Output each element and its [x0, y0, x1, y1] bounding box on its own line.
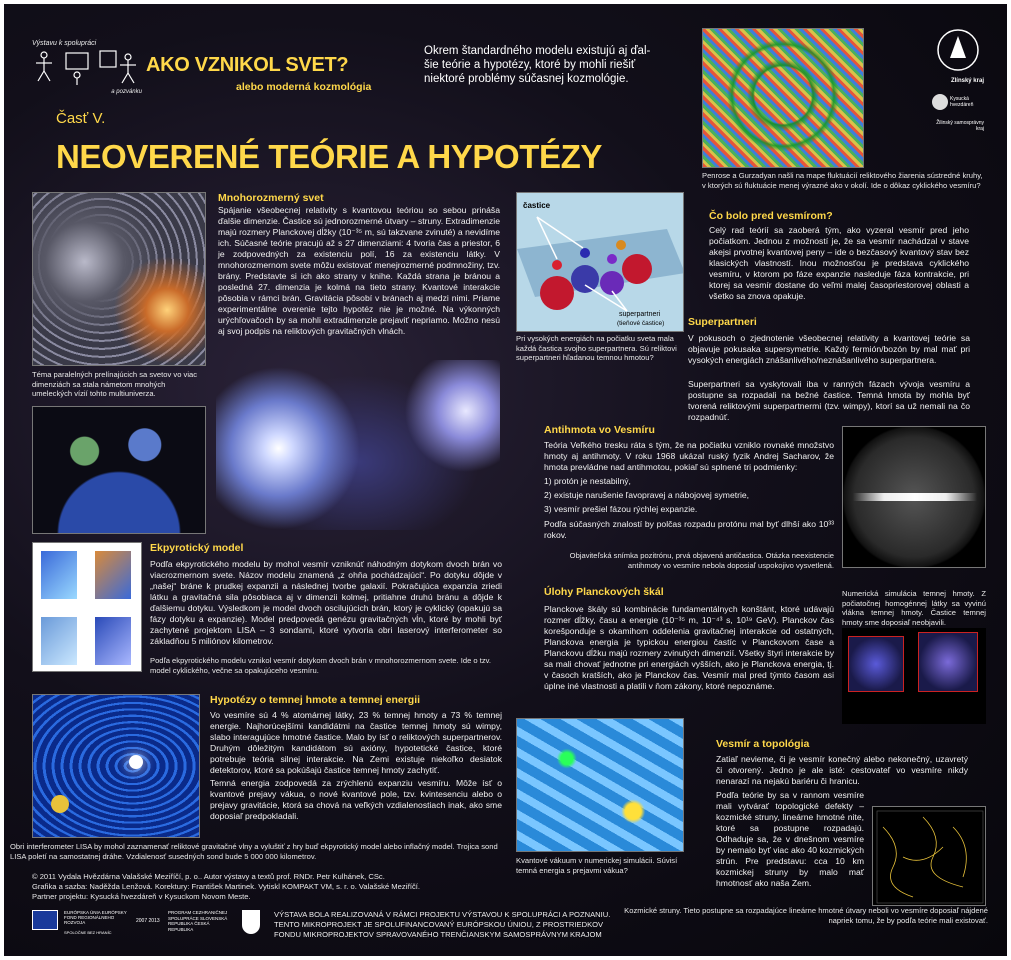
main-title: NEOVERENÉ TEÓRIE A HYPOTÉZY — [56, 138, 603, 175]
dm-sim-caption: Numerická simulácia temnej hmoty. Z počiatočnej homogénnej látky sa vyvinú vlákna temnej hmoty. Častice temnej hmoty sme doposiaľ neobjavili. — [842, 589, 986, 627]
topologia-text1: Zatiaľ nevieme, či je vesmír konečný alebo nekonečný, uzavretý či otvorený. Jedno je ale isté: cestovateľ vo vesmíre nikdy nenarazí na nejakú bariéru či hranicu. — [716, 754, 968, 786]
eu-flag-icon — [32, 910, 58, 930]
antihmota-outro: Podľa súčasných znalostí by polčas rozpadu protónu mal byť dlhší ako 10³³ rokov. — [544, 519, 834, 540]
quantum-vacuum-image — [516, 718, 684, 852]
temna-heading: Hypotézy o temnej hmote a temnej energii — [210, 694, 421, 706]
stick-figures-icon — [32, 47, 142, 89]
planck-heading: Úlohy Planckových škál — [544, 586, 664, 598]
cosmic-strings-image — [872, 806, 986, 906]
brand-bottom-text: a pozvánku — [111, 89, 142, 95]
temna-text2: Temná energia zodpovedá za zrýchlenú expanziu vesmíru. Môže ísť o kvantové prejavy vákua, o nové kvantové pole, tzv. kvintesenciu alebo o prejavy gravitácie, ktorá sa chová na veľkých vzdialenostiach inak, ako sme doposiaľ predpokladali. — [210, 778, 502, 821]
program-logo — [136, 910, 234, 938]
superpartneri-heading: Superpartneri — [688, 316, 757, 328]
cmb-caption: Penrose a Gurzadyan našli na mape fluktuácií reliktového žiarenia sústredné kruhy, v ktorých sú fluktuácie menej výrazné ako v okolí. Ide o dôkaz cyklického vesmíru? — [702, 171, 983, 190]
superpartneri-text1: V pokusoch o zjednotenie všeobecnej relativity a kvantovej teórie sa objavuje pokusaka supersymetrie. Každý fermión/bozón by mal mať pri vysokých energiách znášanlivého/neznášanlivého superpartnera. — [688, 333, 970, 365]
part-number: Časť V. — [56, 110, 106, 127]
mnohorozmerny-text: Spájanie všeobecnej relativity s kvantovou teóriou so sebou prináša ďalšie dimenzie. Častice sú jednorozmerné útvary – struny. Extradimenzie majú rozmery Planckovej dĺžky (10⁻³⁵ m, sú takzvane zvinuté) a nevidíme ich. Súčasné teórie pracujú až s 27 dimenziami: 4 tvoria čas a priestor, 6 je zodpovedných za existenciu polí, 16 za existenciu látky. V mnohorozmernom svete môžu existovať menejrozmerné podmnožiny, tzv. brány. Predstavte si ich ako strany v knihe. Každá strana je bránou a posledná 27. dimenzia je kolmá na tieto strany. Kvantové interakcie pôsobia v rámci brán. Gravitácia pôsobí v bránach aj medzi nimi. Priame experimentálne overenie tejto hypotéz nie je možné. Na výkonných urýchľovačoch by sa mohli extradimenzie prejaviť nepriamo. Možno nesú aj svoj podpis na reliktových gravitačných vlnách. — [218, 205, 500, 336]
program-text: PROGRAM CEZHRANIČNEJ SPOLUPRÁCE SLOVENSKÁ REPUBLIKA ČESKÁ REPUBLIKA — [168, 910, 228, 932]
topologia-text2: Podľa teórie by sa v rannom vesmíre mali vytvárať topologické defekty – kozmické struny, lineárne hmotné nite, ktoré sa postupne rozpadajú. Odhaduje sa, že v dnešnom vesmíre by nemalo byť viac ako 40 kozmických strún. Pre predstavu: cca 10 km kozmickej struny by malo mať hmotnosť ako naša Zem. — [716, 790, 864, 888]
poster — [4, 4, 1007, 956]
cmb-map-image — [702, 28, 864, 168]
antihmota-item-1: 1) protón je nestabilný, — [544, 476, 631, 486]
lisa-image — [32, 694, 200, 838]
superpartners-diagram — [516, 192, 684, 332]
logo-kysucka-icon — [932, 94, 948, 110]
dark-matter-sim-image — [842, 628, 986, 724]
castice-label: častice — [523, 201, 551, 210]
brand-top-text: Výstavu k spolupráci — [32, 40, 97, 47]
topologia-heading: Vesmír a topológia — [716, 738, 810, 750]
eu-sub-text: SPOLOČNE BEZ HRANÍC — [64, 930, 112, 935]
strings-svg — [873, 807, 986, 906]
trencin-crest-icon — [242, 910, 260, 934]
temna-text1: Vo vesmíre sú 4 % atomárnej látky, 23 % temnej hmoty a 73 % temnej energie. Najhorúcejšími kandidátmi na častice temnej hmoty sú wimpy, slabo interagujúce hmotné častice. Malo by ísť o reliktových superpartnerov. Druhým dôležitým kandidátom sú axióny, hypotetické častice, ktoré potrebuje teória silnej interakcie. Na Zemi existuje niekoľko desiatok detektorov, ktoré sa pokúšajú častice temnej hmoty zachytiť. — [210, 710, 502, 775]
partner-logos — [932, 28, 984, 148]
credit-line-3: Partner projektu: Kysucká hvezdáreň v Kysuckom Novom Meste. — [32, 892, 251, 901]
program-years: 2007 2013 — [136, 918, 160, 924]
poster-subtitle: alebo moderná kozmológia — [236, 81, 372, 93]
eu-text: EURÓPSKA ÚNIA EURÓPSKY FOND REGIONÁLNEHO ROZVOJA — [64, 910, 127, 925]
poster-title: AKO VZNIKOL SVET? — [146, 54, 349, 76]
intro-text: Okrem štandardného modelu existujú aj ďalšie teórie a hypotézy, ktoré by mohli riešiť niektoré problémy súčasnej kozmológie. — [424, 45, 651, 85]
mnohorozmerny-heading: Mnohorozmerný svet — [218, 192, 324, 204]
pred-text: Celý rad teórií sa zaoberá tým, ako vyzeral vesmír pred jeho počiatkom. Jednou z možností je, že sa vesmír nachádzal v stave akejsi prvotnej kvantovej peny – ide o bezčasový kvantový stav bez klasických vlastností. Inou možnosťou je predstava cyklického vesmíru, v ktorom po fáze expanzie nasleduje fáza kontrakcie, pri ktorej sa vesmír dostane do veľmi malej časopriestorovej oblasti a všetko sa znova opakuje. — [709, 225, 969, 301]
antihmota-intro: Teória Veľkého tresku ráta s tým, že na počiatku vzniklo rovnaké množstvo hmoty aj antihmoty. V roku 1968 ukázal ruský fyzik Andrej Sacharov, že hmota prevládne nad antihmotou, pokiaľ sú splnené tri podmienky: — [544, 440, 834, 472]
bubbles-image — [32, 406, 206, 534]
observatory-logo-icon — [936, 28, 980, 72]
vacuum-caption: Kvantové vákuum v numerickej simulácii. Súvisí temná energia s prejavmi vákua? — [516, 856, 678, 875]
superpartneri-text2: Superpartneri sa vyskytovali iba v ranných fázach vývoja vesmíru a postupne sa rozpadali na bežné častice. Temná hmota by mohla byť tvorená reliktovými superpartnermi (tzv. wimpy), ktorí sa už nemali na čo rozpadnúť. — [688, 379, 970, 422]
lisa-caption: Obri interferometer LISA by mohol zaznamenať reliktové gravitačné vlny a vyluštiť z hry buď ekpyrotický model alebo inflačný model. Trojica sond LISA poletí na samostatnej dráhe. Vzdialenosť susedných sond bude 5 000 000 kilometrov. — [10, 842, 498, 861]
credit-line-2: Grafika a sazba: Naděžda Lenžová. Korektury: František Martinek. Vytiskl KOMPAKT VM, s. r. o. Valašské Meziříčí. — [32, 882, 420, 891]
antihmota-heading: Antihmota vo Vesmíru — [544, 424, 655, 436]
ekpyroticky-heading: Ekpyrotický model — [150, 542, 244, 554]
logo-zlinsky: Zlínský kraj — [950, 78, 984, 84]
planck-text: Planckove škály sú kombinácie fundamentálnych konštánt, ktoré udávajú rozmer dĺžky, času a energie (10⁻³⁵ m, 10⁻⁴³ s, 10¹⁹ GeV). Planckov čas korešponduje s okamihom oddelenia gravitačnej interakcie od ostatných, Planckova energia je typickou energiou častíc v Planckovom čase a Planckovu dĺžku majú rozmery zvinutých dimenzií. Všetky štyri interakcie by sa mali chovať jednotne pri energiách vyšších, ako je Planckova energia, tj. v časoch kratších, ako je Planckov čas. Vesmír mal pred týmto časom asi úplne iné vlastnosti a platili v ňom zákony, ktoré nepoznáme. — [544, 604, 834, 691]
positron-caption: Objaviteľská snímka pozitrónu, prvá objavená antičastica. Otázka neexistencie antihmoty vo vesmíre nebola doposiaľ uspokojivo vysvetlená. — [569, 551, 834, 570]
eu-logo — [32, 910, 128, 938]
antihmota-item-3: 3) vesmír prešiel fázou rýchlej expanzie. — [544, 504, 698, 514]
particles-caption: Pri vysokých energiách na počiatku sveta mala každá častica svojho superpartnera. Sú reliktovi superpartneri hľadanou temnou hmotou? — [516, 334, 677, 363]
ekpy-caption: Podľa ekpyrotického modelu vznikol vesmír dotykom dvoch brán v mnohorozmernom svete. Ide o tzv. model cyklického, večne sa opakujúceho vesmíru. — [150, 656, 491, 675]
logo-zilinsky: Žilinský samosprávny kraj — [936, 120, 984, 132]
ekpyroticky-text: Podľa ekpyrotického modelu by mohol vesmír vzniknúť náhodným dotykom dvoch brán vo viacrozmernom svete. Názov modelu znamená „z ohňa pochádzajúci“. Po dotyku dôjde v „našej“ bráne k prudkej expanzii a následnej tvorbe galaxií. Pokračujúca expanzia zriedi látku a gravitačná sila pôsobiaca aj v dimenzii kolmej, pritiahne druhú bránu a dôjde k ďalšiemu dotyku. Výsledkom je model dvoch oscilujúcich brán, ktorý je cyklický (opakujú sa fázy dotyku a expanzie). Model predpovedá genézu gravitačných vĺn, ktoré by mohli byť zachytené projektom LISA – 3 sondami, ktoré vytvoria obri laserový interferometer so základňou 5 miliónov kilometrov. — [150, 559, 502, 646]
project-line-3: FONDU MIKROPROJEKTOV SPRAVOVANÉHO TRENČIANSKYM SAMOSPRÁVNYM KRAJOM — [274, 930, 602, 939]
antihmota-item-2: 2) existuje narušenie ľavopravej a nábojovej symetrie, — [544, 490, 750, 500]
ekpyrotic-diagram — [32, 542, 142, 672]
project-line-1: VÝSTAVA BOLA REALIZOVANÁ V RÁMCI PROJEKTU VÝSTAVOU K SPOLUPRÁCI A POZNANIU. — [274, 910, 611, 919]
logo-kysucka: Kysucká hvezdáreň — [950, 96, 974, 108]
paralel-worlds-image — [32, 192, 206, 366]
pred-heading: Čo bolo pred vesmírom? — [709, 210, 833, 222]
project-line-2: TENTO MIKROPROJEKT JE SPOLUFINANCOVANÝ EURÓPSKOU ÚNIOU, Z PROSTRIEDKOV — [274, 920, 604, 929]
positron-image — [842, 426, 986, 568]
paralel-caption: Téma paralelných prelínajúcich sa svetov vo viac dimenziách sa stala námetom mnohých umeleckých vízií tohto multiuniverza. — [32, 370, 198, 399]
brane-spheres-image — [216, 360, 500, 530]
brand-logo — [32, 40, 142, 102]
tienove-label: (tieňové častice) — [617, 320, 665, 327]
strings-caption: Kozmické struny. Tieto postupne sa rozpadajúce lineárne hmotné útvary neboli vo vesmíre doposiaľ nájdené napriek tomu, že by podľa teórie mali existovať. — [624, 906, 988, 925]
superpartneri-label: superpartneri — [619, 311, 661, 318]
credit-line-1: © 2011 Vydala Hvězdárna Valašské Meziříčí, p. o.. Autor výstavy a textů prof. RNDr. Petr Kulhánek, CSc. — [32, 872, 385, 881]
